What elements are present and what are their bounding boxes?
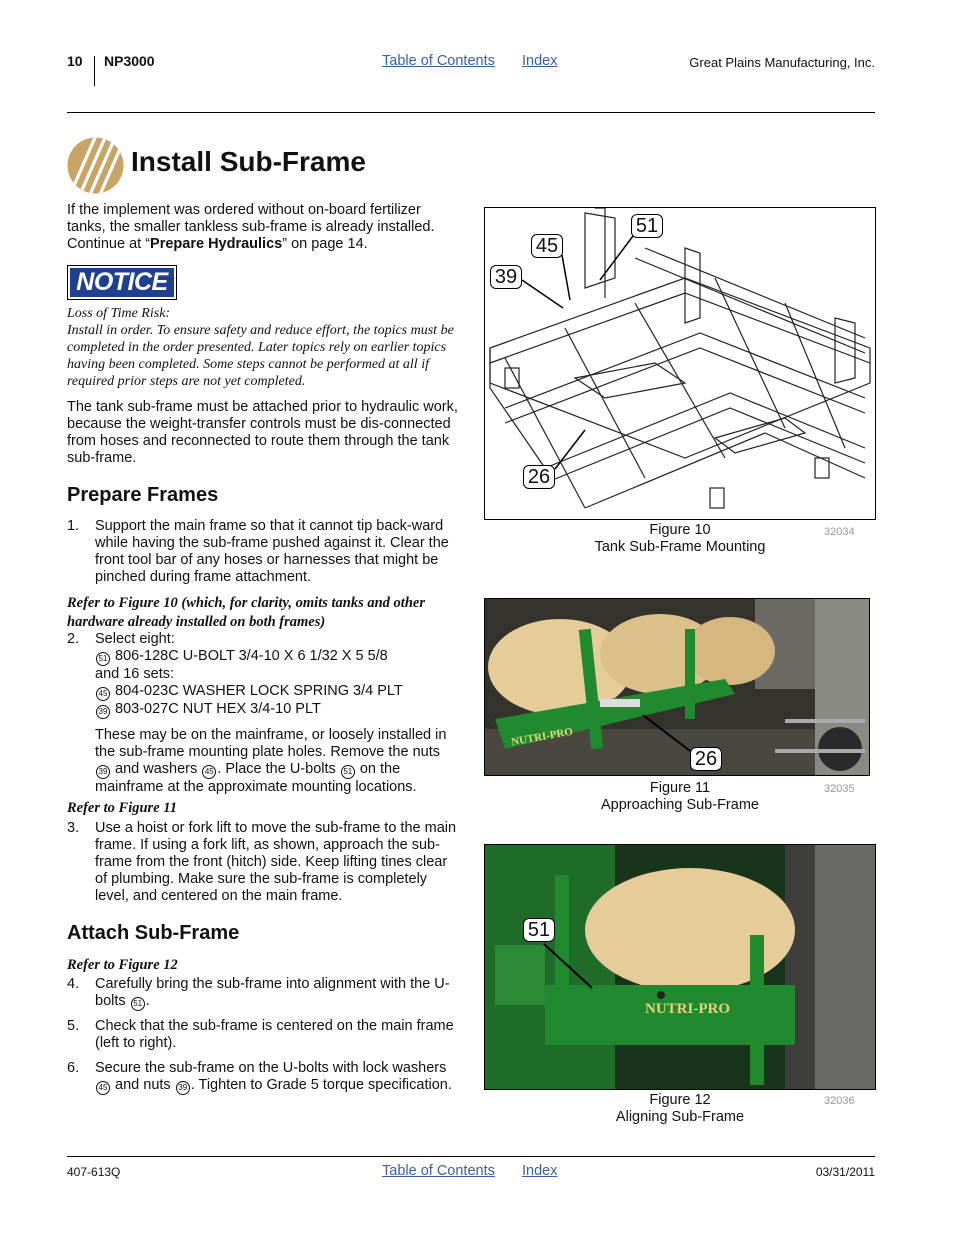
- step-2: [67, 631, 459, 795]
- figure-11-id: 32035: [824, 783, 855, 795]
- intro-text-end: ” on page 14.: [282, 236, 368, 252]
- step-6-text-c: . Tighten to Grade 5 torque specification.: [190, 1077, 452, 1093]
- callout-51-icon: 51: [341, 765, 355, 779]
- figure-10-label: Figure 10: [649, 522, 711, 538]
- intro-paragraph: [67, 202, 459, 253]
- footer-index-link[interactable]: Index: [522, 1163, 558, 1179]
- step-1: [67, 518, 459, 588]
- prepare-frames-heading: Prepare Frames: [67, 484, 219, 506]
- step-6: [67, 1060, 459, 1114]
- callout-45-icon: 45: [202, 765, 216, 779]
- header-rule: [67, 112, 875, 113]
- step-text: Check that the sub-frame is centered on the main frame (left to right).: [95, 1018, 454, 1051]
- step-6-text-a: Secure the sub-frame on the U-bolts with lock washers: [95, 1060, 447, 1076]
- part-45-line: [95, 683, 459, 701]
- part-39-line: [95, 701, 459, 719]
- notice-body: Install in order. To ensure safety and reduce effort, the topics must be completed in the order presented. Later topics rely on earlier topics having been completed. Some steps cannot be performed at all if required prior steps are not yet completed.: [67, 323, 454, 389]
- callout-51: 51: [631, 214, 663, 238]
- step-text: [95, 976, 459, 1011]
- step-number: 6.: [67, 1060, 80, 1076]
- footer-rule: [67, 1156, 875, 1157]
- step-text: Use a hoist or fork lift to move the sub-frame to the main frame. If using a fork lift, as shown, approach the sub-frame from the front (hitch) side. Keep lifting tines clear of plumbing. Make sure the sub-frame is completely level, and centered on the main frame.: [95, 820, 457, 904]
- figure-10-id: 32034: [824, 526, 855, 538]
- step-text: [95, 631, 459, 796]
- step-2-detail: [95, 727, 459, 796]
- callout-51-icon: 51: [131, 997, 145, 1011]
- doc-date: 03/31/2011: [815, 1165, 875, 1179]
- figure-12-photo: [484, 844, 876, 1090]
- callout-51: 51: [523, 918, 555, 942]
- part-39: 803-027C NUT HEX 3/4-10 PLT: [115, 701, 321, 717]
- figure-12-reference: Refer to Figure 12: [67, 957, 178, 973]
- step-number: 4.: [67, 976, 80, 992]
- notice-badge: [67, 265, 177, 300]
- part-45: 804-023C WASHER LOCK SPRING 3/4 PLT: [115, 683, 403, 699]
- figure-12-title: Aligning Sub-Frame: [615, 1109, 745, 1125]
- page-title: Install Sub-Frame: [131, 146, 366, 177]
- nutri-pro-decal: NUTRI-PRO: [510, 725, 574, 749]
- attach-sub-frame-heading: Attach Sub-Frame: [67, 922, 240, 944]
- callout-39-icon: 39: [96, 705, 110, 719]
- callout-39: 39: [490, 265, 522, 289]
- figure-10-caption: [560, 522, 800, 556]
- callout-39-icon: 39: [96, 765, 110, 779]
- notice-label: NOTICE: [76, 268, 168, 296]
- callout-45: 45: [531, 234, 563, 258]
- step-4-end: .: [145, 993, 150, 1009]
- callout-arrow-icon: [540, 940, 600, 995]
- callout-26: 26: [690, 747, 722, 771]
- part-51: 806-128C U-BOLT 3/4-10 X 6 1/32 X 5 5/8: [115, 648, 388, 664]
- para-hydraulics: The tank sub-frame must be attached prior to hydraulic work, because the weight-transfer controls must be dis-connected from hoses and reconnected to route them through the tank sub-frame.: [67, 399, 458, 466]
- figure-12-caption: [560, 1092, 800, 1126]
- callout-45-icon: 45: [96, 1081, 110, 1095]
- step-4: [67, 976, 459, 1012]
- figure-12-id: 32036: [824, 1095, 855, 1107]
- step-4-text: Carefully bring the sub-frame into alignment with the U-bolts: [95, 976, 450, 1009]
- figure-11-photo: [484, 598, 870, 776]
- figure-10-reference: Refer to Figure 10 (which, for clarity, omits tanks and other hardware already installed on both frames): [67, 595, 425, 630]
- callout-39-icon: 39: [176, 1081, 190, 1095]
- toc-link[interactable]: Table of Contents: [382, 53, 495, 69]
- footer-toc-link[interactable]: Table of Contents: [382, 1163, 495, 1179]
- step-6-text-b: and nuts: [115, 1077, 171, 1093]
- callout-arrow-icon: [635, 709, 695, 754]
- figure-11-caption: [560, 780, 800, 814]
- callout-26: 26: [523, 465, 555, 489]
- figure-11-label: Figure 11: [649, 780, 711, 796]
- detail-c: . Place the U-bolts: [217, 761, 336, 777]
- step-3: [67, 820, 459, 910]
- detail-d: on the mainframe at the approximate mounting locations.: [95, 761, 417, 795]
- select-eight: Select eight:: [95, 631, 175, 647]
- figure-12-label: Figure 12: [649, 1092, 711, 1108]
- step-number: 3.: [67, 820, 80, 836]
- intro-text: If the implement was ordered without on-board fertilizer tanks, the smaller tankless sub-frame is already installed. Continue at “: [67, 202, 435, 252]
- nutri-pro-decal: NUTRI-PRO: [645, 1001, 730, 1017]
- step-number: 5.: [67, 1018, 80, 1034]
- step-text: [95, 1060, 459, 1095]
- step-text: Support the main frame so that it cannot tip back-ward while having the sub-frame pushed against it. Clear the front tool bar of any hoses or harnesses that might be pinched during frame attachment.: [95, 518, 449, 585]
- figure-11-reference: Refer to Figure 11: [67, 800, 177, 816]
- detail-b: and washers: [115, 761, 198, 777]
- figure-10-drawing: [484, 207, 876, 520]
- step-number: 1.: [67, 518, 80, 534]
- index-link[interactable]: Index: [522, 53, 558, 69]
- notice-block: [67, 305, 459, 390]
- figure-11-title: Approaching Sub-Frame: [601, 797, 759, 813]
- figure-10-title: Tank Sub-Frame Mounting: [594, 539, 766, 555]
- header-divider: [94, 56, 95, 86]
- great-plains-logo-icon: [67, 137, 124, 194]
- notice-heading: Loss of Time Risk:: [67, 306, 171, 321]
- prepare-hydraulics-ref: Prepare Hydraulics: [150, 236, 283, 252]
- callout-45-icon: 45: [96, 687, 110, 701]
- callout-51-icon: 51: [96, 652, 110, 666]
- model-name: NP3000: [104, 53, 155, 69]
- step-5: [67, 1018, 459, 1054]
- step-number: 2.: [67, 631, 80, 647]
- page-number: 10: [67, 53, 83, 69]
- company-name: Great Plains Manufacturing, Inc.: [689, 55, 875, 70]
- detail-a: These may be on the mainframe, or loosely installed in the sub-frame mounting plate holes. Remove the nuts: [95, 727, 447, 760]
- and-sixteen-sets: and 16 sets:: [95, 666, 174, 682]
- doc-number: 407-613Q: [67, 1165, 121, 1179]
- part-51-line: [95, 648, 459, 666]
